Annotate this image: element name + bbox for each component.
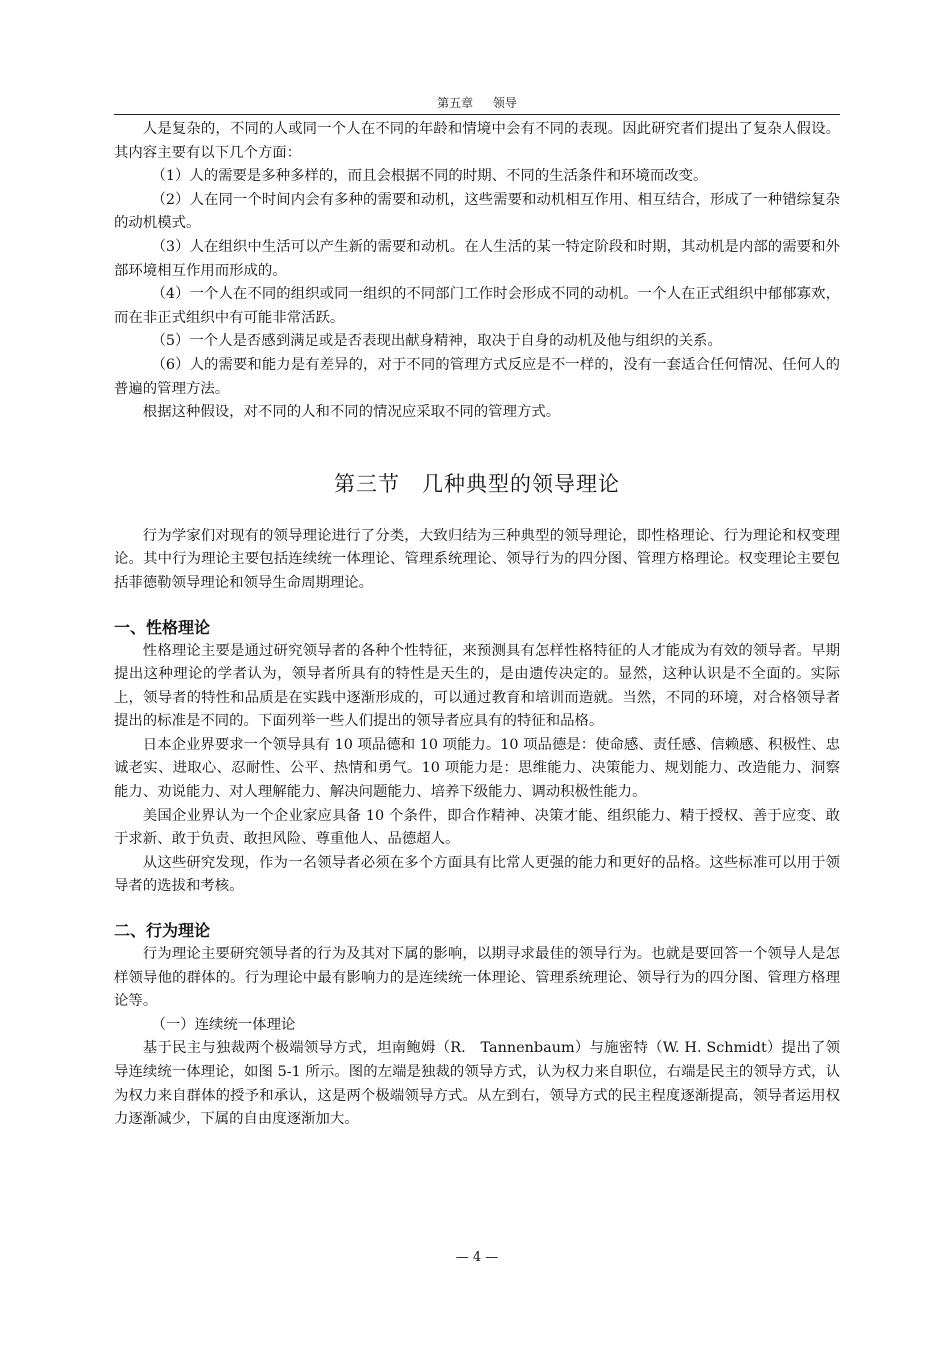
header-title: 领导 [492,96,517,110]
section-intro: 行为学家们对现有的领导理论进行了分类，大致归结为三种典型的领导理论，即性格理论、行为理论和权变理论。其中行为理论主要包括连续统一体理论、管理系统理论、领导行为的四分图、管理方格理论。权变理论主要包括菲德勒领导理论和领导生命周期理论。 [114,527,840,591]
subheading-continuum-theory: （一）连续统一体理论 [151,1016,296,1033]
body-paragraph: 人是复杂的，不同的人或同一个人在不同的年龄和情境中会有不同的表现。因此研究者们提出了复杂人假设。其内容主要有以下几个方面： [114,121,840,161]
page-number: — 4 — [455,1250,499,1265]
list-item: （2）人在同一个时间内会有多种的需要和动机，这些需要和动机相互作用、相互结合，形成了一种错综复杂的动机模式。 [114,191,840,232]
heading-behavior-theory: 二、行为理论 [114,921,211,941]
list-item: （4）一个人在不同的组织或同一组织的不同部门工作时会形成不同的动机。一个人在正式组织中郁郁寡欢，而在非正式组织中有可能非常活跃。 [114,286,840,326]
running-header [114,94,840,115]
body-paragraph: 行为理论主要研究领导者的行为及其对下属的影响，以期寻求最佳的领导行为。也就是要回答一个领导人是怎样领导他的群体的。行为理论中最有影响力的是连续统一体理论、管理系统理论、领导行为的四分图、管理方格理论等。 [114,946,840,1010]
body-paragraph: 从这些研究发现，作为一名领导者必须在多个方面具有比常人更强的能力和更好的品格。这些标准可以用于领导者的选拔和考核。 [114,854,840,895]
body-paragraph: 美国企业界认为一个企业家应具备 10 个条件，即合作精神、决策才能、组织能力、精于授权、善于应变、敢于求新、敢于负责、敢担风险、尊重他人、品德超人。 [114,807,840,848]
body-paragraph: 性格理论主要是通过研究领导者的各种个性特征，来预测具有怎样性格特征的人才能成为有效的领导者。早期提出这种理论的学者认为，领导者所具有的特性是天生的，是由遗传决定的。显然，这种认识是不全面的。实际上，领导者的特性和品质是在实践中逐渐形成的，可以通过教育和培训而造就。当然，不同的环境，对合格领导者提出的标准是不同的。下面列举一些人们提出的领导者应具有的特征和品格。 [114,642,840,730]
body-paragraph: 根据这种假设，对不同的人和不同的情况应采取不同的管理方式。 [142,404,561,421]
list-item: （3）人在组织中生活可以产生新的需要和动机。在人生活的某一特定阶段和时期，其动机是内部的需要和外部环境相互作用而形成的。 [114,238,840,279]
heading-personality-theory: 一、性格理论 [114,617,211,637]
list-item: （6）人的需要和能力是有差异的，对于不同的管理方式反应是不一样的，没有一套适合任何情况、任何人的普遍的管理方法。 [114,356,840,397]
header-chapter: 第五章 [437,96,474,110]
body-paragraph: 日本企业界要求一个领导具有 10 项品德和 10 项能力。10 项品德是：使命感、责任感、信赖感、积极性、忠诚老实、进取心、忍耐性、公平、热情和勇气。10 项能力是：思维能力、决策能力、规划能力、改造能力、洞察能力、劝说能力、对人理解能力、解决问题能力、培养下级能力、调动积极性能力。 [114,736,840,801]
list-item: （5）一个人是否感到满足或是否表现出献身精神，取决于自身的动机及他与组织的关系。 [151,333,722,350]
page-content [114,118,840,1132]
body-paragraph: 基于民主与独裁两个极端领导方式，坦南鲍姆（R. Tannenbaum）与施密特（W. H. Schmidt）提出了领导连续统一体理论，如图 5-1 所示。图的左端是独裁的领导方式，认为权力来自职位，右端是民主的领导方式，认为权力来自群体的授予和承认，这是两个极端领导方式。从左到右，领导方式的民主程度逐渐提高，领导者运用权力逐渐减少，下属的自由度逐渐加大。 [114,1040,840,1128]
section-title: 第三节 几种典型的领导理论 [334,471,620,496]
list-item: （1）人的需要是多种多样的，而且会根据不同的时期、不同的生活条件和环境而改变。 [151,168,708,185]
